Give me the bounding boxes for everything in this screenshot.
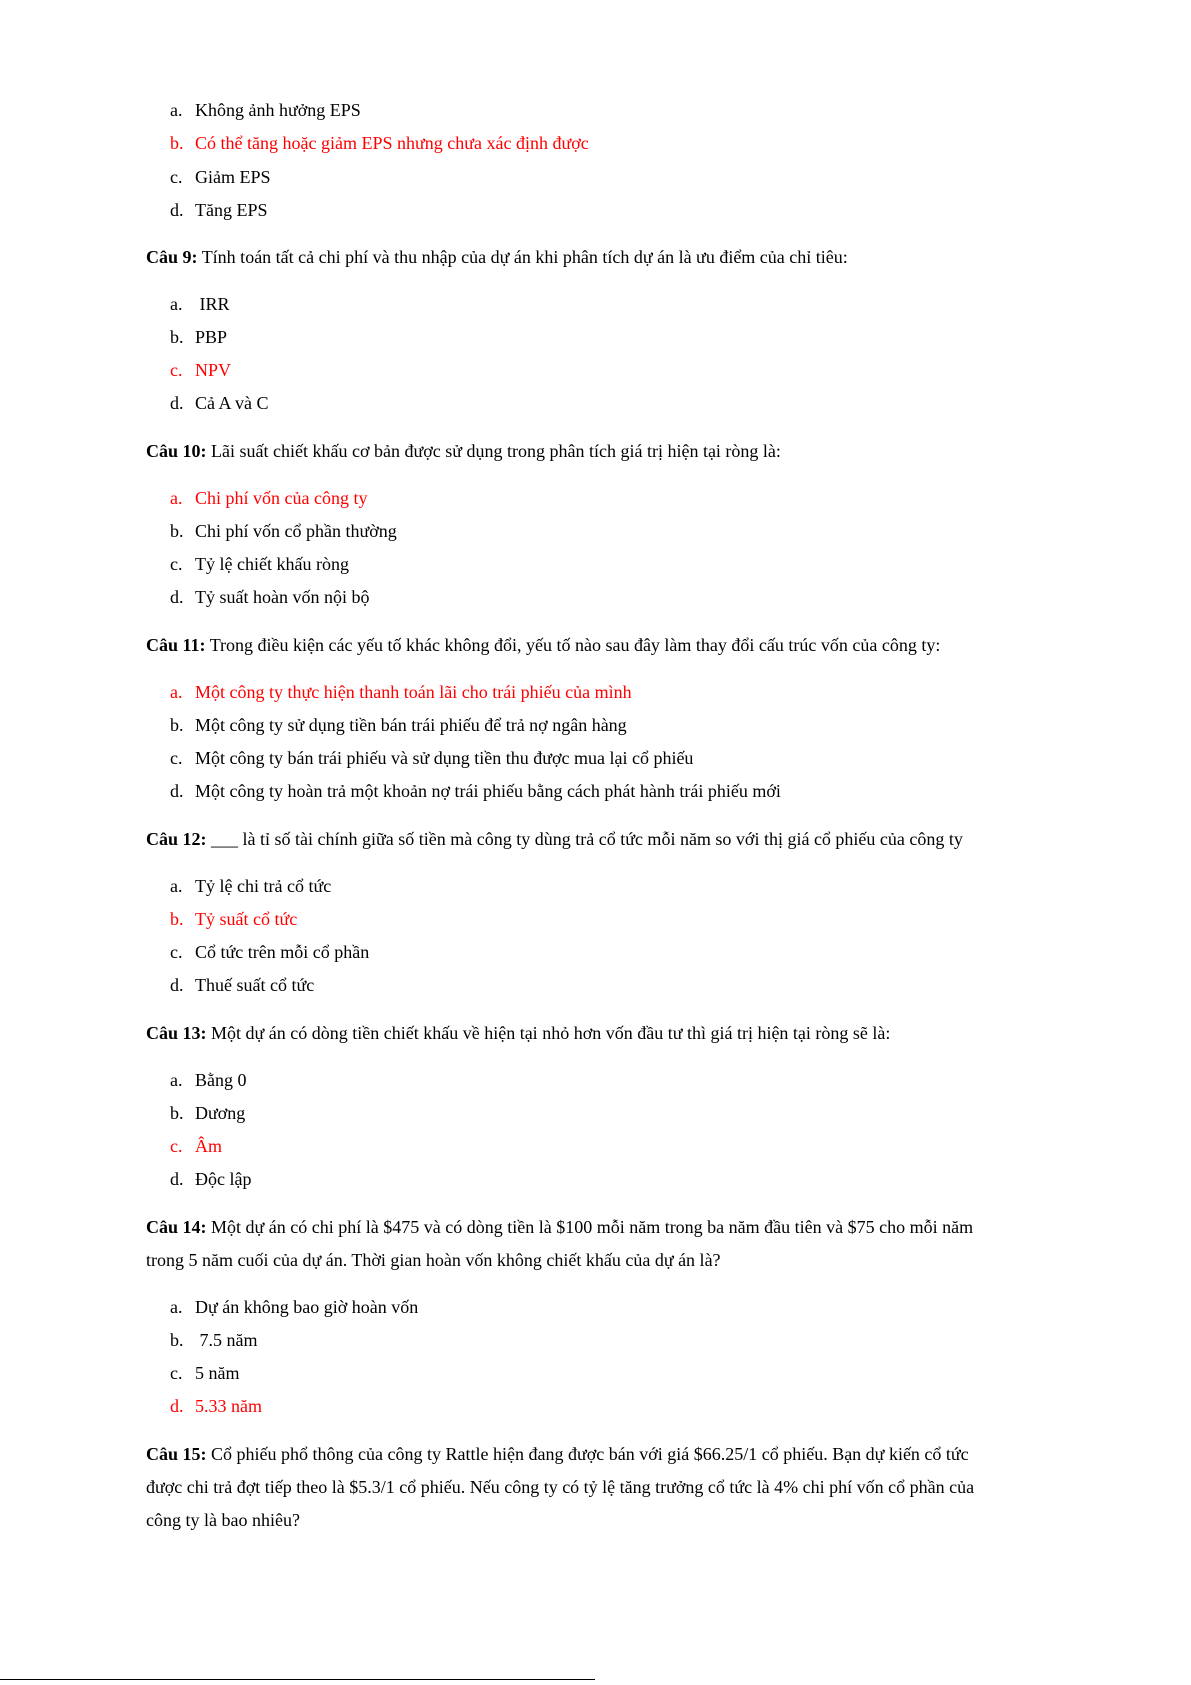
q9-option-c-correct: c. NPV bbox=[170, 360, 232, 380]
q9-option-a: a. IRR bbox=[170, 294, 230, 314]
question-14-continued: trong 5 năm cuối của dự án. Thời gian hoàn vốn không chiết khấu của dự án là? bbox=[146, 1250, 721, 1270]
question-15: Câu 15: Cổ phiếu phổ thông của công ty Rattle hiện đang được bán với giá $66.25/1 cổ phiếu. Bạn dự kiến cổ tức bbox=[146, 1444, 969, 1464]
option-d: d. Tăng EPS bbox=[170, 200, 268, 220]
question-12: Câu 12: ___ là tỉ số tài chính giữa số tiền mà công ty dùng trả cổ tức mỗi năm so với thị giá cổ phiếu của công ty bbox=[146, 829, 963, 849]
q12-option-a: a. Tỷ lệ chi trả cổ tức bbox=[170, 876, 332, 896]
q11-option-a-correct: a. Một công ty thực hiện thanh toán lãi cho trái phiếu của mình bbox=[170, 682, 632, 702]
q10-option-c: c. Tỷ lệ chiết khấu ròng bbox=[170, 554, 349, 574]
q12-option-d: d. Thuế suất cổ tức bbox=[170, 975, 315, 995]
q12-option-c: c. Cổ tức trên mỗi cổ phần bbox=[170, 942, 370, 962]
question-9: Câu 9: Tính toán tất cả chi phí và thu nhập của dự án khi phân tích dự án là ưu điểm của chỉ tiêu: bbox=[146, 247, 848, 267]
q9-option-d: d. Cả A và C bbox=[170, 393, 269, 413]
q14-option-c: c. 5 năm bbox=[170, 1363, 240, 1383]
option-c: c. Giảm EPS bbox=[170, 167, 271, 187]
q13-option-c-correct: c. Âm bbox=[170, 1136, 222, 1156]
q13-option-d: d. Độc lập bbox=[170, 1169, 252, 1189]
question-14: Câu 14: Một dự án có chi phí là $475 và có dòng tiền là $100 mỗi năm trong ba năm đầu tiên và $75 cho mỗi năm bbox=[146, 1217, 974, 1237]
q11-option-d: d. Một công ty hoàn trả một khoản nợ trái phiếu bằng cách phát hành trái phiếu mới bbox=[170, 781, 781, 801]
question-10: Câu 10: Lãi suất chiết khấu cơ bản được sử dụng trong phân tích giá trị hiện tại ròng là: bbox=[146, 441, 781, 461]
question-15-continued-1: được chi trả đợt tiếp theo là $5.3/1 cổ phiếu. Nếu công ty có tỷ lệ tăng trưởng cổ tức là 4% chi phí vốn cổ phần của bbox=[146, 1477, 975, 1497]
q10-option-a-correct: a. Chi phí vốn của công ty bbox=[170, 488, 368, 508]
q12-option-b-correct: b. Tỷ suất cổ tức bbox=[170, 909, 298, 929]
option-b-correct: b. Có thể tăng hoặc giảm EPS nhưng chưa xác định được bbox=[170, 133, 589, 153]
q11-option-b: b. Một công ty sử dụng tiền bán trái phiếu để trả nợ ngân hàng bbox=[170, 715, 627, 735]
q9-option-b: b. PBP bbox=[170, 327, 228, 347]
q14-option-a: a. Dự án không bao giờ hoàn vốn bbox=[170, 1297, 419, 1317]
q10-option-b: b. Chi phí vốn cổ phần thường bbox=[170, 521, 397, 541]
question-11: Câu 11: Trong điều kiện các yếu tố khác không đổi, yếu tố nào sau đây làm thay đổi cấu trúc vốn của công ty: bbox=[146, 635, 941, 655]
question-15-continued-2: công ty là bao nhiêu? bbox=[146, 1510, 300, 1530]
q13-option-b: b. Dương bbox=[170, 1103, 246, 1123]
q13-option-a: a. Bằng 0 bbox=[170, 1070, 247, 1090]
q10-option-d: d. Tỷ suất hoàn vốn nội bộ bbox=[170, 587, 370, 607]
q11-option-c: c. Một công ty bán trái phiếu và sử dụng tiền thu được mua lại cổ phiếu bbox=[170, 748, 694, 768]
q14-option-b: b. 7.5 năm bbox=[170, 1330, 258, 1350]
option-a: a. Không ảnh hưởng EPS bbox=[170, 100, 361, 120]
footer-rule bbox=[0, 1679, 595, 1680]
q14-option-d-correct: d. 5.33 năm bbox=[170, 1396, 262, 1416]
question-13: Câu 13: Một dự án có dòng tiền chiết khấu về hiện tại nhỏ hơn vốn đầu tư thì giá trị hiện tại ròng sẽ là: bbox=[146, 1023, 891, 1043]
